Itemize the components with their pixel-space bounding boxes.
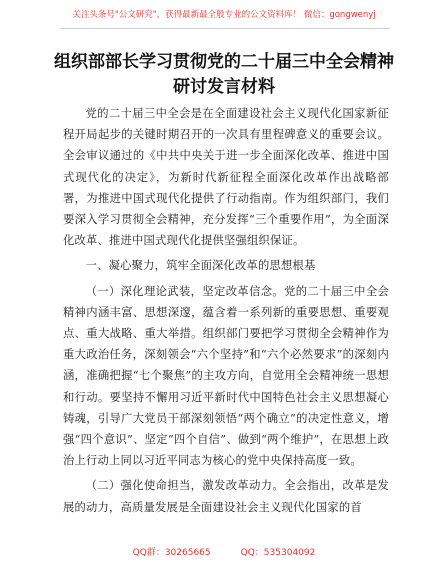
- subsection-paragraph-1: （一）深化理论武装，坚定改革信念。党的二十届三中全会精神内涵丰富、思想深邃，蕴含着一系列新的重要思想、重要观点、重大战略、重大举措。组织部门要把学习贯彻全会精神作为重大政治任务，深刻领会“六个坚持”和“六个必然要求”的深刻内涵，准确把握“七个聚焦”的主攻方向，自觉用全会精神统一思想和行动。要坚持不懈用习近平新时代中国特色社会主义思想凝心铸魂，引导广大党员干部深刻领悟“两个确立”的决定性意义，增强“四个意识”、坚定“四个自信”、做到“两个维护”，在思想上政治上行动上同以习近平同志为核心的党中央保持高度一致。: [63, 284, 389, 468]
- subsection-paragraph-2: （二）强化使命担当，激发改革动力。全会指出，改革是发展的动力，高质量发展是全面建设社会主义现代化国家的首: [63, 479, 389, 514]
- title-line-1: 组织部部长学习贯彻党的二十届三中全会精神: [54, 52, 394, 72]
- document-body: [63, 103, 389, 522]
- footer-qq: QQ：535304092: [240, 548, 316, 558]
- document-title: [0, 50, 448, 100]
- title-line-2: 研讨发言材料: [173, 77, 275, 97]
- header-divider: [60, 28, 390, 29]
- footer-contact: [0, 545, 448, 558]
- intro-paragraph: 党的二十届三中全会是在全面建设社会主义现代化国家新征程开局起步的关键时期召开的一次具有里程碑意义的重要会议。全会审议通过的《中共中央关于进一步全面深化改革、推进中国式现代化的决定》，为新时代新征程全面深化改革作出战略部署，为推进中国式现代化提供了行动指南。作为组织部门，我们要深入学习贯彻全会精神，充分发挥“三个重要作用”，为全面深化改革、推进中国式现代化提供坚强组织保证。: [63, 107, 389, 248]
- footer-qq-group: QQ群：30265665: [132, 548, 211, 558]
- header-banner: 关注头条号"公文研究"，获得最新最全般专业的公文资料库！ 微信：gongwenyj: [72, 10, 376, 20]
- section-heading-1: 一、凝心聚力，筑牢全面深化改革的思想根基: [85, 259, 316, 273]
